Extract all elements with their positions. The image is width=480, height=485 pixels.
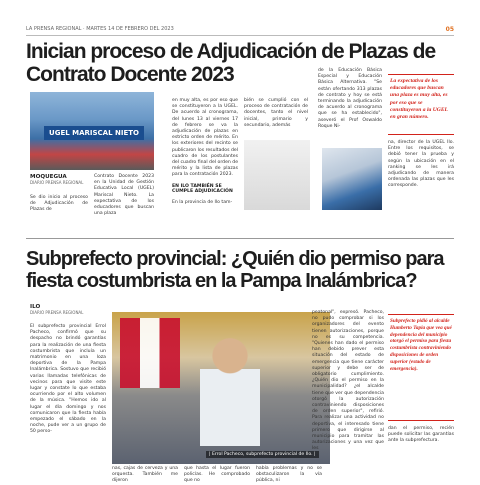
section-divider [26,238,454,239]
article1-col3b: En la provincia de Ilo tam- [172,200,233,205]
article1-col4: de la Educación Básica Especial y Educación Básica Alternativa. "Se están ofertando 313 plazas de contrato y hoy se está terminando la adjudicación de acuerdo al cronograma que se ha establecido", aseveró el Prof Oswaldo Roque Ni- [318,68,382,129]
pullquote1-rule-top [388,74,454,75]
article1-col2b: Contrato Docente 2023 en la Unidad de Gestión Educativa Local (UGEL) Mariscal Nieto. La expectativa de los educadores que buscan una plaza [94,174,154,217]
pullquote2-rule-top [388,314,454,315]
location: ILO [30,304,41,310]
page-number: 05 [445,26,454,33]
article1-photo-classroom [244,140,310,210]
article2-headline: Subprefecto provincial: ¿Quién dio permiso para fiesta costumbrista en la Pampa Inalámbrica? [26,248,444,292]
article2-byline [30,304,106,315]
article1-col1: Se dio inicio al proceso de Adjudicación de Plazas de [30,195,88,213]
article2-col4: había problemas y no se obstaculizaron la vía pública, ni [256,466,322,484]
article1-pullquote: La expectativa de los educadores que buscan una plaza es muy alta, es por eso que se constituyeron a la UGEL en gran número. [390,78,448,121]
article1-col2a: en muy alta, es por eso que se constituyeron a la UGEL. De acuerdo al cronograma, del lunes 13 al viernes 17 de febrero se va la adjudicación de plazas en estricto orden de mérito. En los exteriores del recinto se publicaron los resultados del cuadro de los postulantes del cuadro final del orden de mérito y la lista de plazas para la contratación 2023. [172,98,239,178]
article2-col2: nas, cajas de cerveza y una orquesta. También me dijeron [112,466,178,484]
flag-graphic [120,318,180,388]
header-text: LA PRENSA REGIONAL · MARTES 14 DE FEBRERO DEL 2023 [26,26,174,32]
article1-photo [30,92,154,170]
article1-col5: na, director de la UGEL Ilo. Entre los requisitos, se debió tener la prueba y según la ubicación en el ranking se les irá adjudicando de manera ordenada las plazas que les corresponde. [388,140,454,189]
agency: DIARIO PRENSA REGIONAL [30,310,84,315]
article2-col1: El subprefecto provincial Errol Pacheco, confirmó que su despacho no brindó garantías para la realización de una fiesta costumbrista que incluía un matrimonio en una loza deportiva de la Pampa Inalámbrica. Sostuvo que recibió varias llamadas telefónicas de vecinos para que visite este lugar y constate lo que estaba ocurriendo por el alto volumen de la música. "Hemos ido al lugar el día domingo y nos comunicaron que la fiesta había empezado el sábado en la noche, pude ver a un grupo de 50 perso- [30,324,106,435]
article1-subhead: EN ILO TAMBIÉN SE CUMPLE ADJUDICACIÓN [172,184,233,194]
photo-caption: | Errol Pacheco, subprefecto provincial de Ilo. | [206,451,319,458]
article1-col3a: bién se cumplió con el proceso de contratación de docentes, tanto el nivel inicial, primario y secundario, además [244,98,308,128]
page-header [26,26,454,36]
agency: DIARIO PRENSA REGIONAL [30,180,84,185]
location: MOQUEGUA [30,174,67,180]
article2-col3: que hasta el lugar fueron policías. He comprobado que no [184,466,250,484]
article1-byline [30,174,88,185]
portrait-figure [200,336,260,446]
article2-photo [112,312,330,464]
photo-sign: UGEL MARISCAL NIETO [44,126,144,140]
article1-headline: Inician proceso de Adjudicación de Plazas de Contrato Docente 2023 [26,40,436,86]
pullquote1-rule-bottom [388,134,454,135]
article1-photo-teacher [322,148,382,210]
article2-pullquote: Subprefecto pidió al alcalde Humberto Tapia que vea qué dependencia del municipio otorgó el permiso para fiesta costumbrista contraviniendo disposiciones de orden superior (estado de emergencia). [390,318,452,372]
article2-col5: peatonal", expresó. Pacheco, no pudo comprobar si los organizadores del evento tienen autorizaciones, porque no es su competencia. "Quienes han dado el permiso han debido prever esta situación del estado de emergencia que tiene carácter superior y debe ser de obligatorio cumplimiento. ¿Quién dio el permiso en la municipalidad? ¿el alcalde tiene que ver que dependencia otorgó la autorización contraviniendo disposiciones de orden superior", refirió. Para realizar una actividad no deportiva, el interesado tiene primero que dirigirse al municipio para tramitar las autorizaciones y una vez que les [312,310,384,452]
article2-col6: dan el permiso, recién puede solicitar las garantías ante la subprefectura. [388,426,454,444]
pullquote2-rule-bottom [388,420,454,421]
